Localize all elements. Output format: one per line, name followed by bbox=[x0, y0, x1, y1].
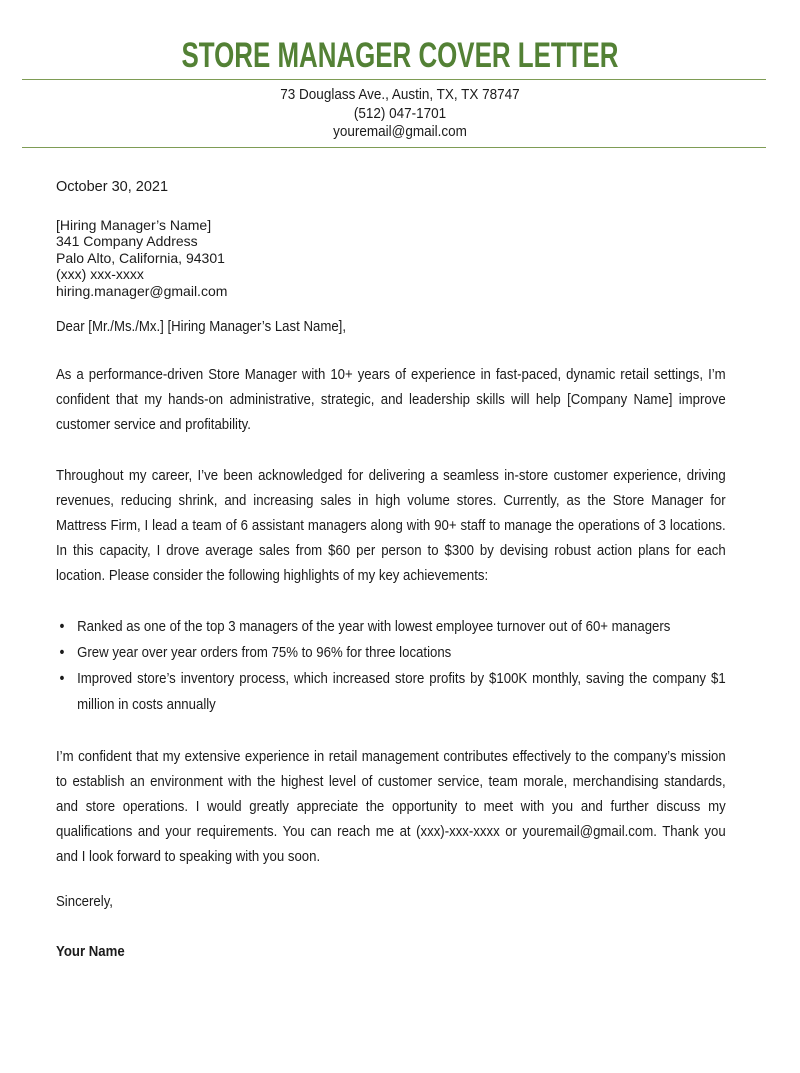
achievement-item: • Ranked as one of the top 3 managers of the year with lowest employee turnover out of 60+ managers bbox=[77, 614, 726, 640]
experience-paragraph: Throughout my career, I’ve been acknowledged for delivering a seamless in-store customer experience, driving revenues, reducing shrink, and increasing sales in high volume stores. Currently, as the Store Manager for Mattress Firm, I lead a team of 6 assistant managers along with 90+ staff to manage the operations of 3 locations. In this capacity, I drove average sales from $60 per person to $300 by devising robust action plans for each location. Please consider the following highlights of my key achievements: bbox=[56, 467, 726, 584]
achievements-list bbox=[56, 614, 726, 718]
closing-paragraph: I’m confident that my extensive experience in retail management contributes effectively to the company’s mission to establish an environment with the highest level of customer service, team morale, merchandising standards, and store operations. I would greatly appreciate the opportunity to meet with you and further discuss my qualifications and your requirements. You can reach me at (xxx)-xxx-xxxx or youremail@gmail.com. Thank you and I look forward to speaking with you soon. bbox=[56, 748, 726, 865]
recipient-city: Palo Alto, California, 94301 bbox=[56, 249, 225, 266]
intro-paragraph: As a performance-driven Store Manager with 10+ years of experience in fast-paced, dynamic retail settings, I’m confident that my hands-on administrative, strategic, and leadership skills will help [Company Name] improve customer service and profitability. bbox=[56, 366, 726, 433]
letter-date: October 30, 2021 bbox=[56, 178, 169, 195]
header-divider-top bbox=[22, 79, 766, 80]
cover-letter-page bbox=[0, 38, 800, 1073]
signature-name: Your Name bbox=[56, 943, 125, 960]
sender-address: 73 Douglass Ave., Austin, TX, TX 78747 bbox=[280, 86, 520, 103]
recipient-email: hiring.manager@gmail.com bbox=[56, 282, 228, 299]
letter-body bbox=[56, 178, 800, 962]
achievement-item: • Improved store’s inventory process, which increased store profits by $100K monthly, saving the company $1 million in costs annually bbox=[77, 666, 726, 718]
sender-email: youremail@gmail.com bbox=[333, 123, 467, 140]
sender-contact-block bbox=[40, 86, 760, 142]
letterhead bbox=[0, 38, 800, 148]
recipient-block bbox=[56, 217, 800, 300]
achievement-item: • Grew year over year orders from 75% to 96% for three locations bbox=[77, 640, 726, 666]
sender-phone: (512) 047-1701 bbox=[353, 104, 447, 122]
page-title: STORE MANAGER COVER LETTER bbox=[181, 36, 619, 75]
header-divider-bottom bbox=[22, 147, 766, 148]
letter-text-block bbox=[56, 318, 726, 961]
recipient-name: [Hiring Manager’s Name] bbox=[56, 216, 212, 233]
recipient-street: 341 Company Address bbox=[56, 233, 198, 249]
recipient-phone: (xxx) xxx-xxxx bbox=[56, 266, 144, 282]
signoff: Sincerely, bbox=[56, 893, 113, 910]
salutation: Dear [Mr./Ms./Mx.] [Hiring Manager’s Last Name], bbox=[56, 318, 347, 335]
